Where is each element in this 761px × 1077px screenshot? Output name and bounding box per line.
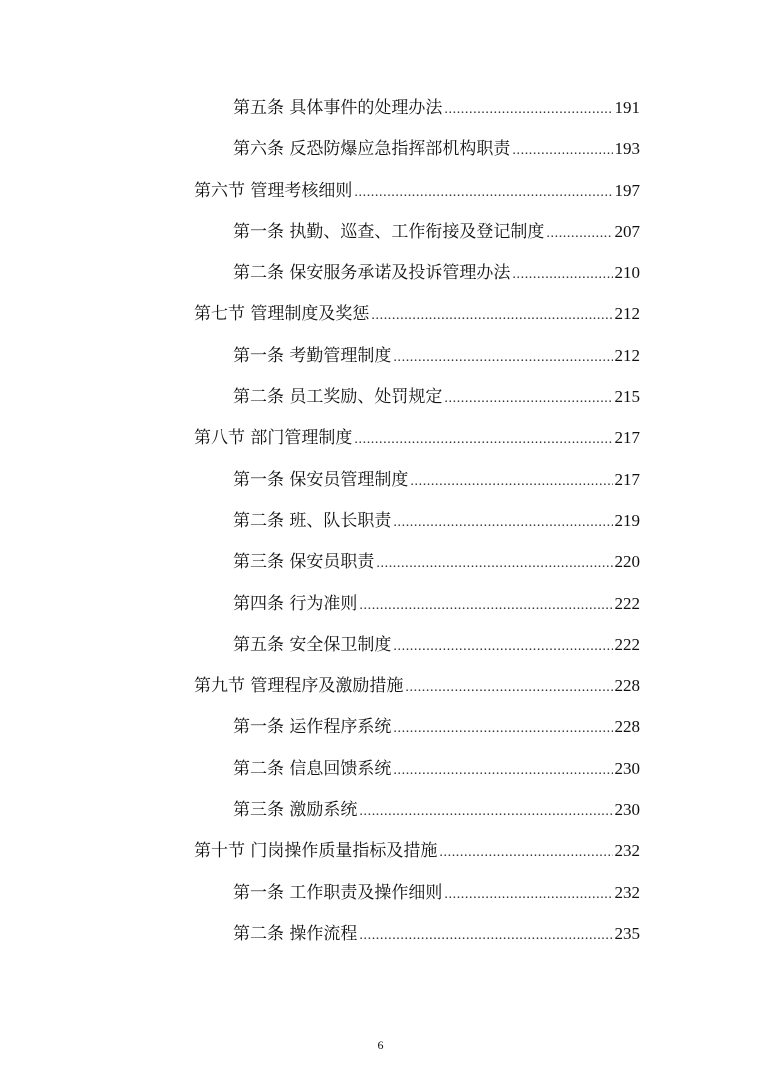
dot-leader	[371, 295, 612, 336]
dot-leader	[444, 874, 612, 915]
toc-entry[interactable]	[233, 500, 640, 541]
page-number: 6	[377, 1038, 384, 1052]
toc-entry-page: 232	[614, 882, 640, 902]
toc-entry-page: 197	[614, 180, 640, 200]
toc-entry-page: 235	[614, 923, 640, 943]
toc-entry-title: 第五条 安全保卫制度	[233, 634, 392, 655]
toc-entry-page: 212	[614, 345, 640, 365]
dot-leader	[354, 172, 612, 213]
dot-leader	[393, 708, 612, 749]
toc-entry-page: 232	[614, 841, 640, 861]
toc-entry-page: 210	[614, 263, 640, 283]
toc-entry[interactable]	[233, 211, 640, 252]
toc-entry-title: 第七节 管理制度及奖惩	[194, 304, 370, 325]
toc-entry-title: 第五条 具体事件的处理办法	[233, 98, 443, 118]
toc-entry-title: 第六节 管理考核细则	[194, 180, 353, 201]
toc-entry-page: 219	[614, 510, 640, 530]
toc-entry-page: 230	[614, 758, 640, 778]
toc-entry[interactable]	[233, 128, 640, 169]
toc-entry-title: 第二条 保安服务承诺及投诉管理办法	[233, 263, 511, 284]
dot-leader	[410, 461, 612, 502]
dot-leader	[393, 337, 612, 378]
toc-entry-title: 第一条 考勤管理制度	[233, 345, 392, 366]
toc-entry-title: 第三条 保安员职责	[233, 552, 375, 573]
dot-leader	[393, 626, 612, 667]
toc-entry-title: 第十节 门岗操作质量指标及措施	[194, 841, 438, 862]
toc-entry[interactable]	[194, 170, 640, 211]
dot-leader	[359, 585, 612, 626]
toc-entry-title: 第一条 工作职责及操作细则	[233, 882, 443, 903]
dot-leader	[512, 254, 612, 295]
toc-entry-title: 第二条 员工奖励、处罚规定	[233, 387, 443, 408]
toc-entry-page: 207	[614, 221, 640, 241]
dot-leader	[376, 543, 612, 584]
dot-leader	[393, 502, 612, 543]
toc-entry-title: 第二条 信息回馈系统	[233, 758, 392, 779]
toc-entry-page: 217	[614, 469, 640, 489]
table-of-contents	[0, 87, 761, 954]
toc-entry-page: 230	[614, 800, 640, 820]
dot-leader	[444, 378, 612, 419]
dot-leader	[354, 419, 612, 460]
toc-entry-page: 215	[614, 387, 640, 407]
toc-entry-title: 第一条 运作程序系统	[233, 717, 392, 738]
toc-entry-page: 222	[614, 634, 640, 654]
toc-entry-title: 第一条 保安员管理制度	[233, 469, 409, 490]
toc-entry-page: 191	[614, 98, 640, 117]
toc-entry-title: 第八节 部门管理制度	[194, 428, 353, 449]
toc-entry[interactable]	[233, 872, 640, 913]
toc-entry[interactable]	[233, 913, 640, 954]
dot-leader	[439, 832, 612, 873]
dot-leader	[359, 915, 612, 956]
dot-leader	[546, 213, 612, 254]
toc-entry[interactable]	[233, 748, 640, 789]
toc-entry[interactable]	[233, 583, 640, 624]
toc-entry-page: 222	[614, 593, 640, 613]
toc-entry[interactable]	[233, 335, 640, 376]
toc-entry[interactable]	[194, 417, 640, 458]
toc-entry[interactable]	[194, 830, 640, 871]
toc-entry[interactable]	[233, 624, 640, 665]
toc-entry-page: 228	[614, 717, 640, 737]
dot-leader	[393, 750, 612, 791]
dot-leader	[405, 667, 612, 708]
toc-entry[interactable]	[233, 789, 640, 830]
toc-entry[interactable]	[233, 87, 640, 128]
dot-leader	[512, 130, 612, 171]
toc-entry-title: 第三条 激励系统	[233, 800, 358, 821]
toc-entry-page: 212	[614, 304, 640, 324]
dot-leader	[359, 791, 612, 832]
toc-entry-page: 228	[614, 676, 640, 696]
dot-leader	[444, 89, 612, 130]
toc-entry[interactable]	[233, 376, 640, 417]
toc-entry[interactable]	[194, 293, 640, 334]
toc-entry-title: 第四条 行为准则	[233, 593, 358, 614]
toc-entry[interactable]	[233, 459, 640, 500]
toc-entry[interactable]	[233, 252, 640, 293]
toc-entry[interactable]	[233, 541, 640, 582]
toc-entry[interactable]	[194, 665, 640, 706]
toc-entry-title: 第二条 班、队长职责	[233, 510, 392, 531]
toc-entry-page: 217	[614, 428, 640, 448]
toc-entry-title: 第二条 操作流程	[233, 923, 358, 944]
toc-entry[interactable]	[233, 706, 640, 747]
toc-entry-title: 第九节 管理程序及激励措施	[194, 676, 404, 697]
toc-entry-page: 220	[614, 552, 640, 572]
toc-entry-title: 第一条 执勤、巡查、工作衔接及登记制度	[233, 221, 545, 242]
toc-entry-title: 第六条 反恐防爆应急指挥部机构职责	[233, 139, 511, 160]
toc-entry-page: 193	[614, 139, 640, 159]
